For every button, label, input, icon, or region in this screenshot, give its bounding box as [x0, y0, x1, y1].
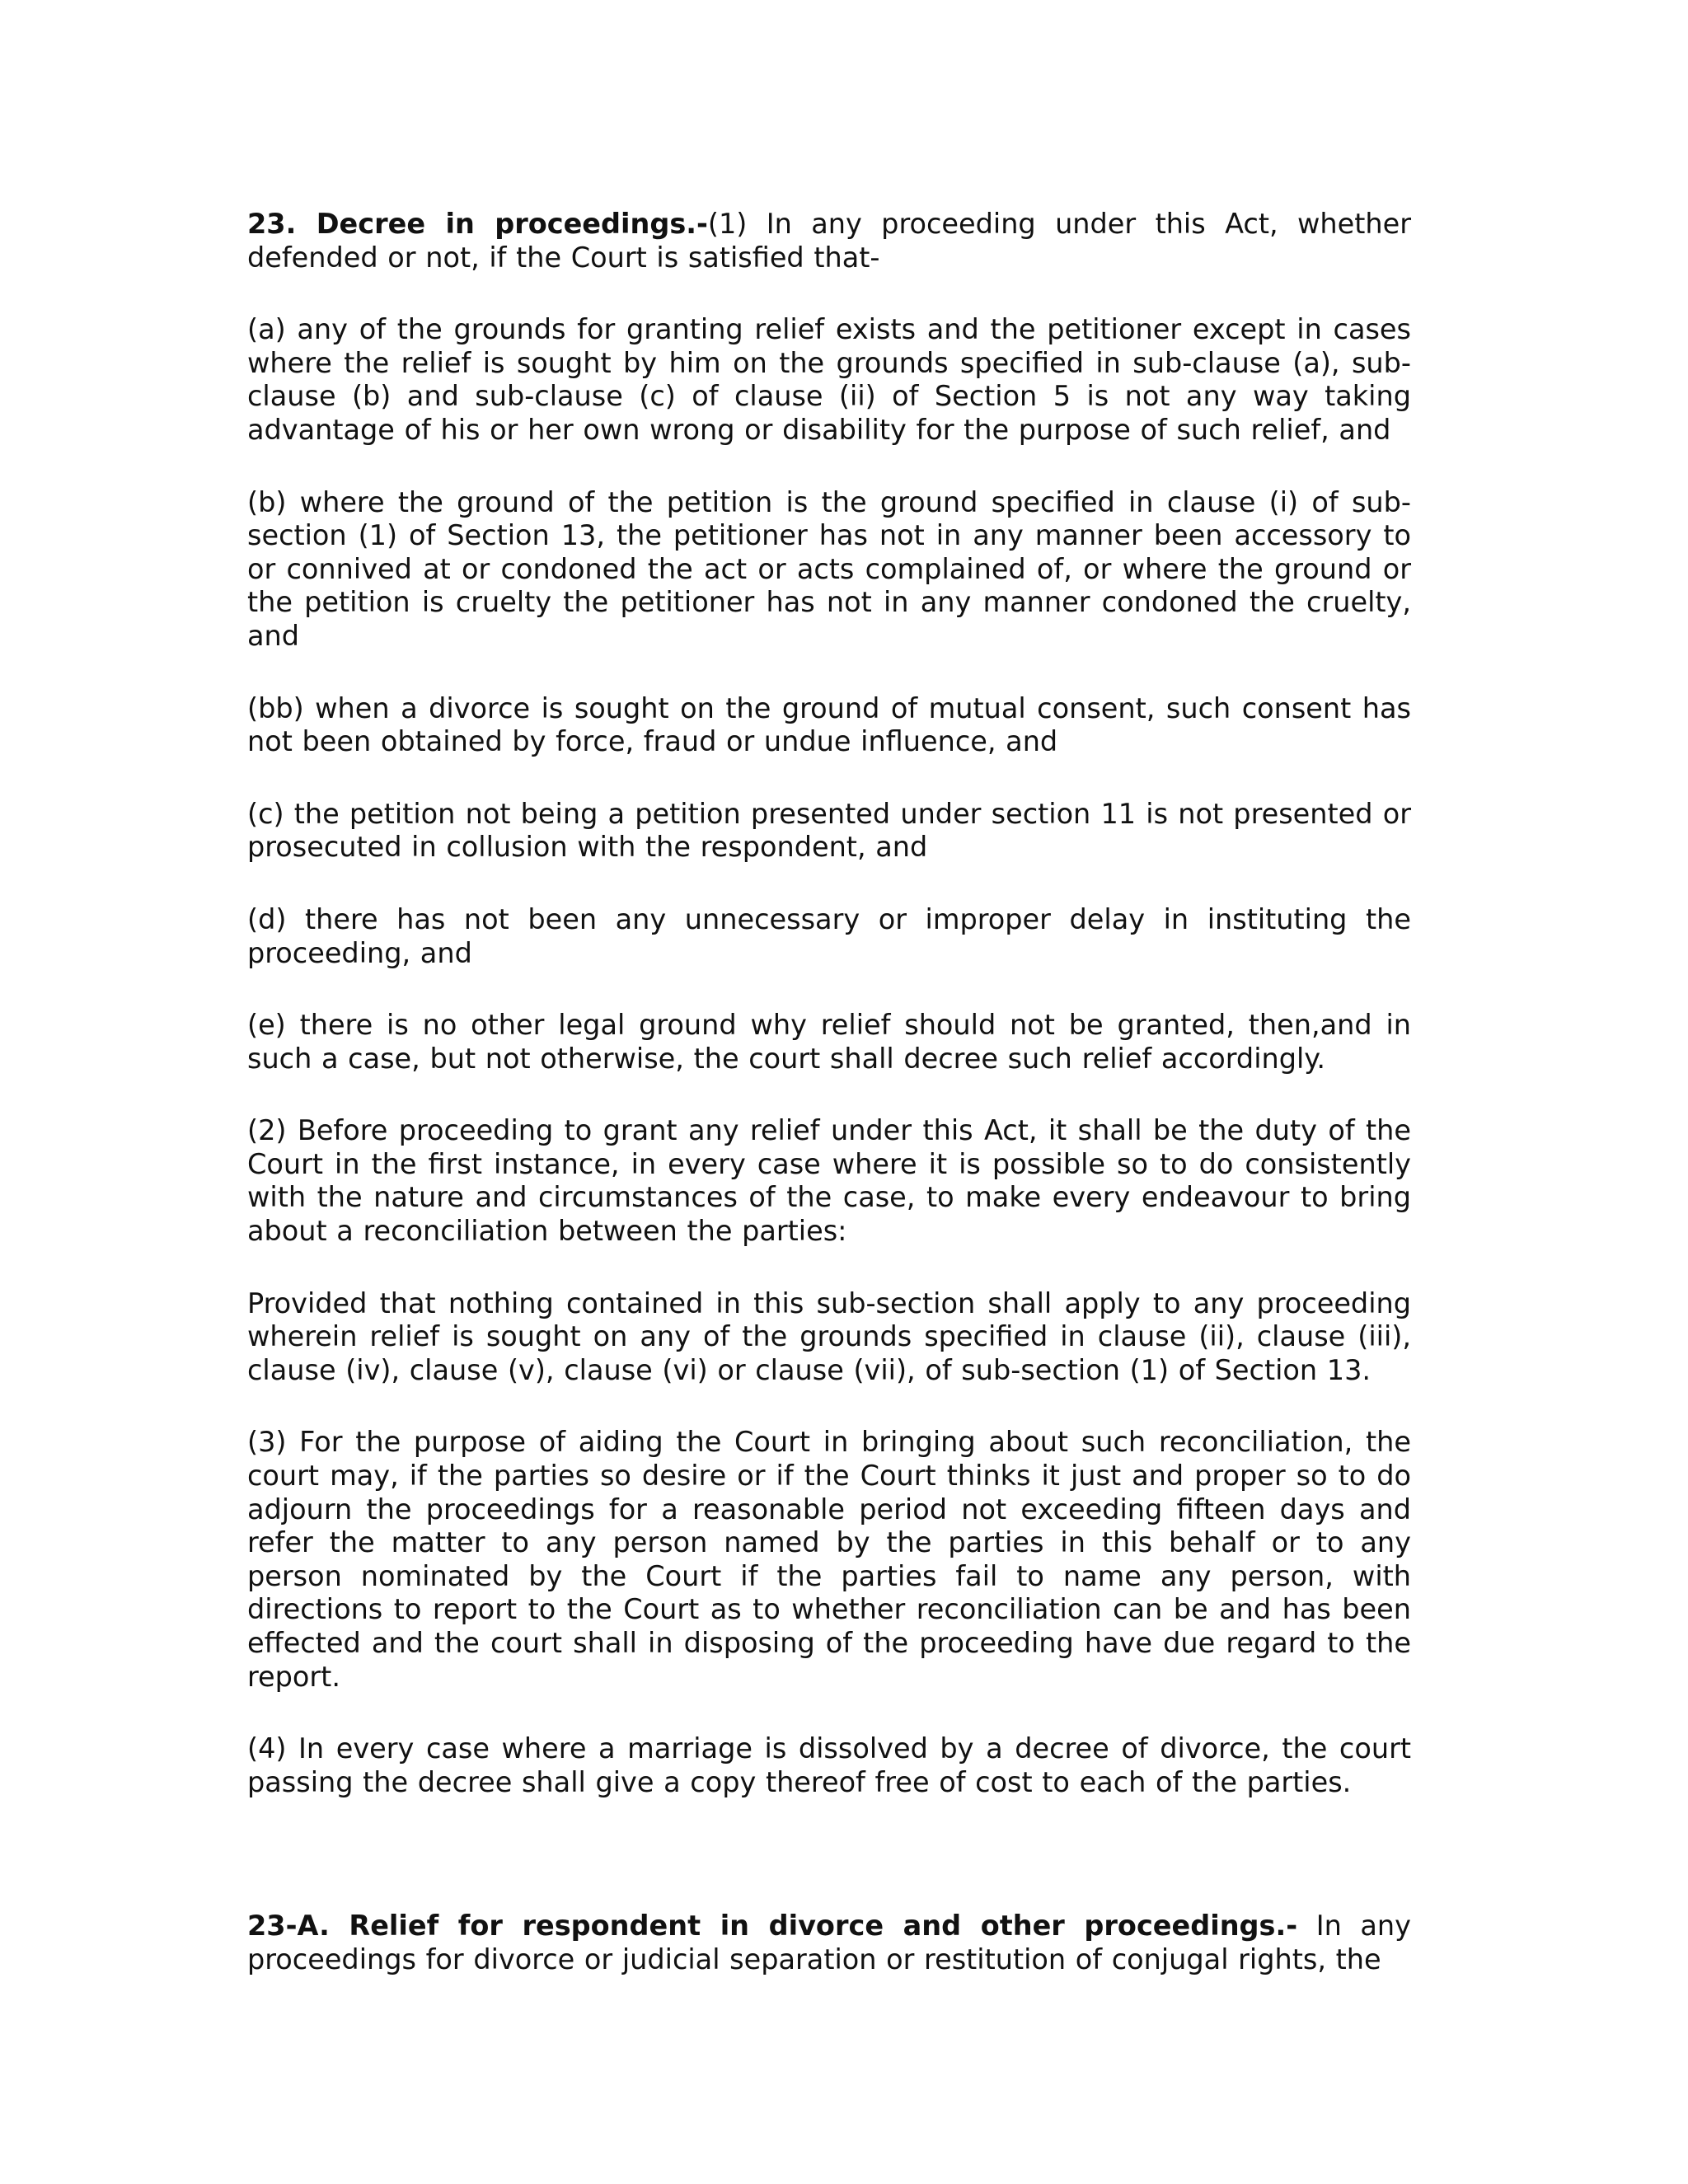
section-23-intro-paragraph [247, 208, 1411, 274]
section-23a-paragraph [247, 1910, 1411, 1976]
section-23-heading: 23. Decree in proceedings.- [247, 208, 708, 240]
subsection-2-paragraph: (2) Before proceeding to grant any relief under this Act, it shall be the duty of the Court in the first instance, in every case where it is possible so to do consistently with the nature and circumstances of the case, to make every endeavour to bring about a reconciliation between the parties: [247, 1114, 1411, 1248]
clause-b-paragraph: (b) where the ground of the petition is the ground specified in clause (i) of sub-section (1) of Section 13, the petitioner has not in any manner been accessory to or connived at or condoned the act or acts complained of, or where the ground or the petition is cruelty the petitioner has not in any manner condoned the cruelty, and [247, 485, 1411, 652]
subsection-4-paragraph: (4) In every case where a marriage is dissolved by a decree of divorce, the court passing the decree shall give a copy thereof free of cost to each of the parties. [247, 1732, 1411, 1798]
section-spacer [247, 1838, 1411, 1910]
section-23-intro-text: (1) In any proceeding under this Act, whether defended or not, if the Court is satisfied that- [247, 208, 1411, 274]
clause-d-paragraph: (d) there has not been any unnecessary or improper delay in instituting the proceeding, and [247, 902, 1411, 969]
subsection-3-paragraph: (3) For the purpose of aiding the Court in bringing about such reconciliation, the court may, if the parties so desire or if the Court thinks it just and proper so to do adjourn the proceedings for a reasonable period not exceeding fifteen days and refer the matter to any person named by the parties in this behalf or to any person nominated by the Court if the parties fail to name any person, with directions to report to the Court as to whether reconciliation can be and has been effected and the court shall in disposing of the proceeding have due regard to the report. [247, 1426, 1411, 1693]
document-page [247, 208, 1411, 1977]
clause-a-paragraph: (a) any of the grounds for granting relief exists and the petitioner except in cases where the relief is sought by him on the grounds specified in sub-clause (a), sub-clause (b) and sub-clause (c) of clause (ii) of Section 5 is not any way taking advantage of his or her own wrong or disability for the purpose of such relief, and [247, 313, 1411, 446]
section-23a-heading: 23-A. Relief for respondent in divorce and other proceedings.- [247, 1910, 1298, 1943]
clause-e-paragraph: (e) there is no other legal ground why relief should not be granted, then,and in such a case, but not otherwise, the court shall decree such relief accordingly. [247, 1009, 1411, 1075]
proviso-paragraph: Provided that nothing contained in this sub-section shall apply to any proceeding wherein relief is sought on any of the grounds specified in clause (ii), clause (iii), clause (iv), clause (v), clause (vi) or clause (vii), of sub-section (1) of Section 13. [247, 1286, 1411, 1386]
clause-c-paragraph: (c) the petition not being a petition presented under section 11 is not presented or prosecuted in collusion with the respondent, and [247, 797, 1411, 864]
section-23a-text: In any proceedings for divorce or judicial separation or restitution of conjugal rights, the [247, 1910, 1411, 1975]
clause-bb-paragraph: (bb) when a divorce is sought on the ground of mutual consent, such consent has not been obtained by force, fraud or undue influence, and [247, 691, 1411, 758]
